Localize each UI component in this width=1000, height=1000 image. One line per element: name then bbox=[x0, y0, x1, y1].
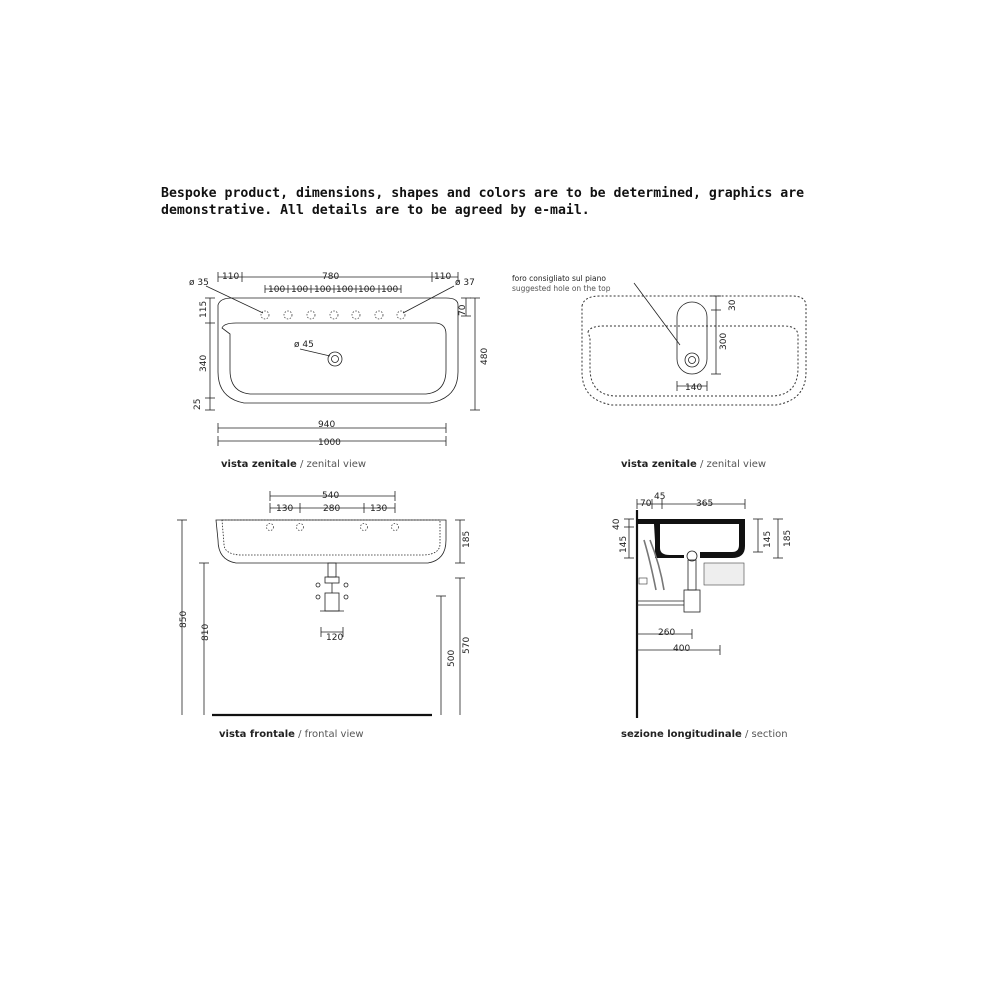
dim-810: 810 bbox=[201, 623, 211, 641]
dim-480: 480 bbox=[480, 347, 490, 365]
dim-130-right: 130 bbox=[370, 504, 388, 514]
dim-100: 100 bbox=[291, 285, 309, 295]
dim-25: 25 bbox=[193, 398, 203, 410]
dim-110-right: 110 bbox=[434, 272, 452, 282]
section-view bbox=[612, 492, 793, 740]
dim-120: 120 bbox=[326, 633, 344, 643]
front-view-caption: vista frontale / frontal view bbox=[219, 729, 364, 740]
top-view bbox=[189, 272, 490, 470]
dim-940: 940 bbox=[318, 420, 336, 430]
dim-100: 100 bbox=[268, 285, 286, 295]
dim-100: 100 bbox=[336, 285, 354, 295]
dim-30: 30 bbox=[728, 299, 738, 311]
dim-70: 70 bbox=[640, 499, 652, 509]
dim-45: 45 bbox=[654, 492, 666, 502]
basin-outline bbox=[218, 298, 458, 403]
basin-front-outline bbox=[216, 520, 446, 563]
drain-icon bbox=[685, 353, 699, 367]
wall-panel bbox=[704, 563, 744, 585]
dim-1000: 1000 bbox=[318, 438, 341, 448]
dim-500: 500 bbox=[447, 649, 457, 667]
dim-100: 100 bbox=[358, 285, 376, 295]
dim-570: 570 bbox=[462, 636, 472, 654]
dim-115: 115 bbox=[199, 300, 209, 318]
siphon bbox=[328, 563, 336, 577]
dia-35-label: ø 35 bbox=[189, 278, 209, 288]
dim-260: 260 bbox=[658, 628, 676, 638]
dim-850: 850 bbox=[179, 610, 189, 628]
dim-70: 70 bbox=[458, 304, 468, 316]
dim-145-left: 145 bbox=[619, 535, 629, 553]
dim-185: 185 bbox=[783, 529, 793, 547]
note-suggested-hole-it: foro consigliato sul piano bbox=[512, 274, 606, 283]
top-view-suggested-hole bbox=[512, 274, 806, 470]
top-view-caption: vista zenitale / zenital view bbox=[221, 459, 367, 470]
dim-110-left: 110 bbox=[222, 272, 240, 282]
dim-130-left: 130 bbox=[276, 504, 294, 514]
front-view bbox=[177, 491, 472, 740]
dia-45-label: ø 45 bbox=[294, 340, 314, 350]
dia-37-label: ø 37 bbox=[455, 278, 475, 288]
dim-540: 540 bbox=[322, 491, 340, 501]
top-view-2-caption: vista zenitale / zenital view bbox=[621, 459, 767, 470]
dim-40: 40 bbox=[612, 518, 622, 530]
notice-line-2: demonstrative. All details are to be agreed by e-mail. bbox=[161, 203, 590, 218]
dim-100: 100 bbox=[314, 285, 332, 295]
section-view-caption: sezione longitudinale / section bbox=[621, 729, 788, 740]
dim-100: 100 bbox=[381, 285, 399, 295]
note-suggested-hole-en: suggested hole on the top bbox=[512, 284, 611, 293]
dim-140: 140 bbox=[685, 383, 703, 393]
dim-280: 280 bbox=[323, 504, 341, 514]
basin-inner-rim bbox=[222, 323, 446, 394]
dim-340: 340 bbox=[199, 354, 209, 372]
basin-section bbox=[637, 519, 745, 558]
dim-780: 780 bbox=[322, 272, 340, 282]
dim-145-right: 145 bbox=[763, 530, 773, 548]
dim-185: 185 bbox=[462, 530, 472, 548]
tap-holes bbox=[261, 311, 405, 319]
drain-icon bbox=[328, 352, 342, 366]
siphon bbox=[688, 560, 696, 590]
dim-365: 365 bbox=[696, 499, 714, 509]
notice-line-1: Bespoke product, dimensions, shapes and colors are to be determined, graphics are bbox=[161, 186, 805, 201]
dim-400: 400 bbox=[673, 644, 691, 654]
dim-300: 300 bbox=[719, 332, 729, 350]
